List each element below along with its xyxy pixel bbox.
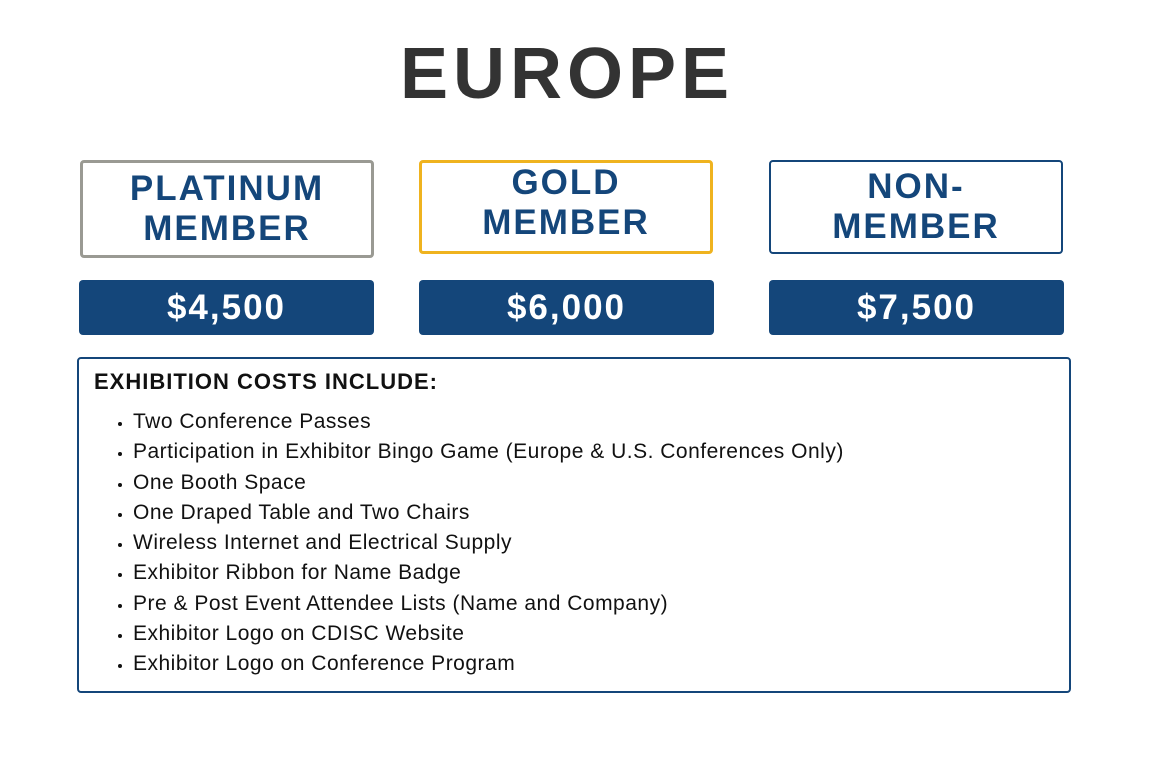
list-item: • Participation in Exhibitor Bingo Game (Europe & U.S. Conferences Only) [133,437,844,467]
gold-member-label: GOLD MEMBER [482,163,650,242]
list-item: • Exhibitor Logo on CDISC Website [133,619,844,649]
list-item: • Pre & Post Event Attendee Lists (Name and Company) [133,589,844,619]
non-member-price: $7,500 [769,280,1064,335]
platinum-member-label: PLATINUM MEMBER [129,169,325,248]
page-title: EUROPE [399,34,735,114]
list-item: • Two Conference Passes [133,407,844,437]
gold-member-tier [419,160,713,254]
list-item: • One Draped Table and Two Chairs [133,498,844,528]
list-item: • One Booth Space [133,468,844,498]
non-member-label: NON-MEMBER [832,167,1000,246]
exhibition-costs-heading: EXHIBITION COSTS INCLUDE: [94,369,439,394]
exhibition-costs-panel [77,357,1071,693]
exhibition-costs-list [113,407,844,680]
platinum-member-price: $4,500 [79,280,374,335]
platinum-member-tier [80,160,374,258]
list-item: • Exhibitor Ribbon for Name Badge [133,558,844,588]
gold-member-price: $6,000 [419,280,714,335]
list-item: • Exhibitor Logo on Conference Program [133,649,844,679]
non-member-tier [769,160,1063,254]
list-item: • Wireless Internet and Electrical Supply [133,528,844,558]
